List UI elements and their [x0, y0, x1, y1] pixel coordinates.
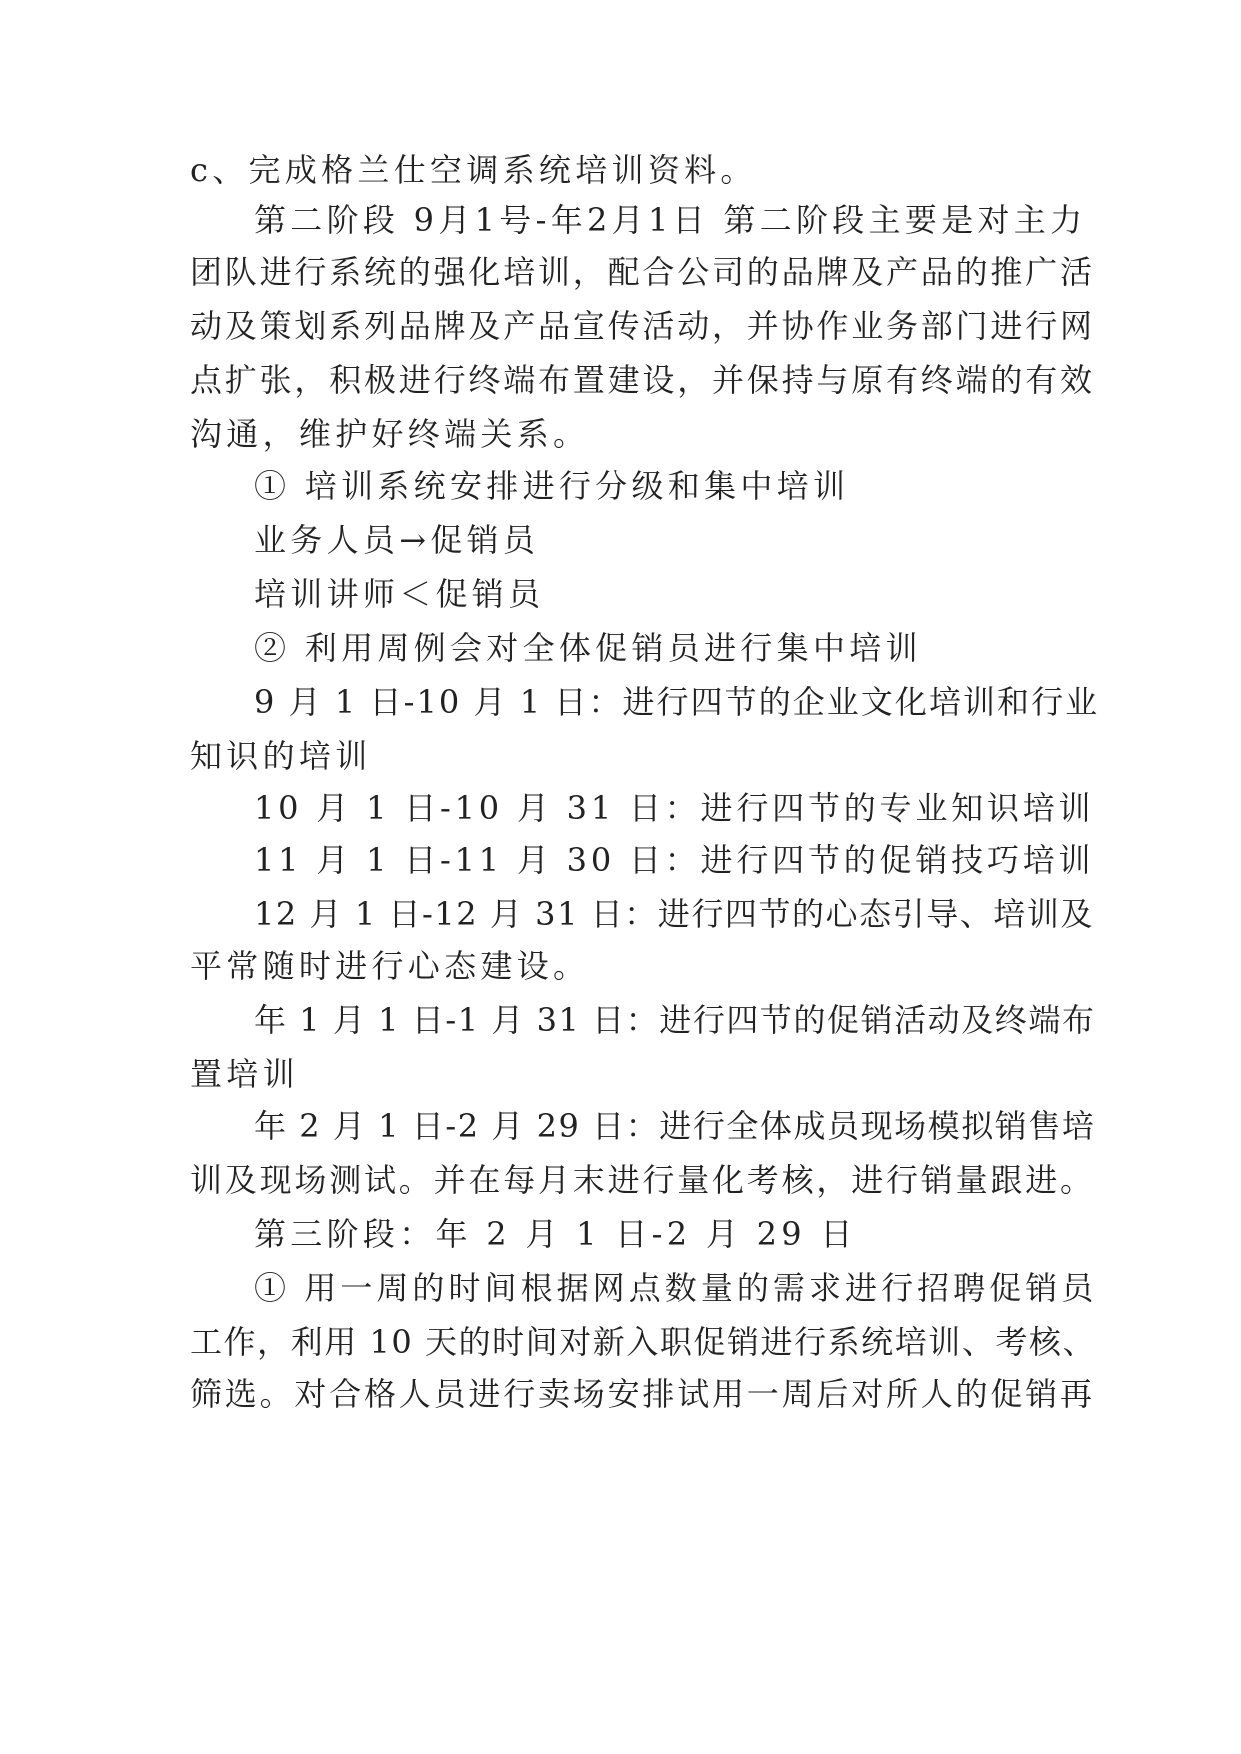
text-line: ① 培训系统安排进行分级和集中培训 — [254, 467, 850, 505]
text-line: 沟通，维护好终端关系。 — [190, 415, 590, 453]
text-line: 团队进行系统的强化培训，配合公司的品牌及产品的推广活 — [190, 253, 1095, 291]
text-line: 12 月 1 日-12 月 31 日：进行四节的心态引导、培训及 — [254, 895, 1094, 933]
text-line: 培训讲师＜促销员 — [254, 575, 545, 613]
text-line: 平常随时进行心态建设。 — [190, 947, 590, 985]
text-line: 点扩张，积极进行终端布置建设，并保持与原有终端的有效 — [190, 361, 1095, 399]
text-line: 动及策划系列品牌及产品宣传活动，并协作业务部门进行网 — [190, 307, 1095, 345]
text-line: 年 2 月 1 日-2 月 29 日：进行全体成员现场模拟销售培 — [254, 1107, 1096, 1145]
text-line: 工作，利用 10 天的时间对新入职促销进行系统培训、考核、 — [190, 1323, 1097, 1361]
text-line: ② 利用周例会对全体促销员进行集中培训 — [254, 629, 922, 667]
text-line: 11 月 1 日-11 月 30 日：进行四节的促销技巧培训 — [254, 841, 1095, 879]
text-line: 业务人员→促销员 — [254, 521, 540, 559]
text-line: 9 月 1 日-10 月 1 日：进行四节的企业文化培训和行业 — [254, 683, 1100, 721]
text-line: c、完成格兰仕空调系统培训资料。 — [190, 151, 757, 189]
text-line: 训及现场测试。并在每月末进行量化考核，进行销量跟进。 — [190, 1161, 1095, 1199]
text-line: 置培训 — [190, 1055, 299, 1093]
text-line: 筛选。对合格人员进行卖场安排试用一周后对所人的促销再 — [190, 1375, 1095, 1413]
text-line: 知识的培训 — [190, 737, 372, 775]
text-line: 10 月 1 日-10 月 31 日：进行四节的专业知识培训 — [254, 789, 1095, 827]
text-line: 第三阶段：年 2 月 1 日-2 月 29 日 — [254, 1215, 857, 1253]
text-line: 第二阶段 9月1号-年2月1日 第二阶段主要是对主力 — [254, 201, 1087, 239]
text-line: 年 1 月 1 日-1 月 31 日：进行四节的促销活动及终端布 — [254, 1001, 1096, 1039]
text-line: ① 用一周的时间根据网点数量的需求进行招聘促销员 — [254, 1269, 1098, 1307]
